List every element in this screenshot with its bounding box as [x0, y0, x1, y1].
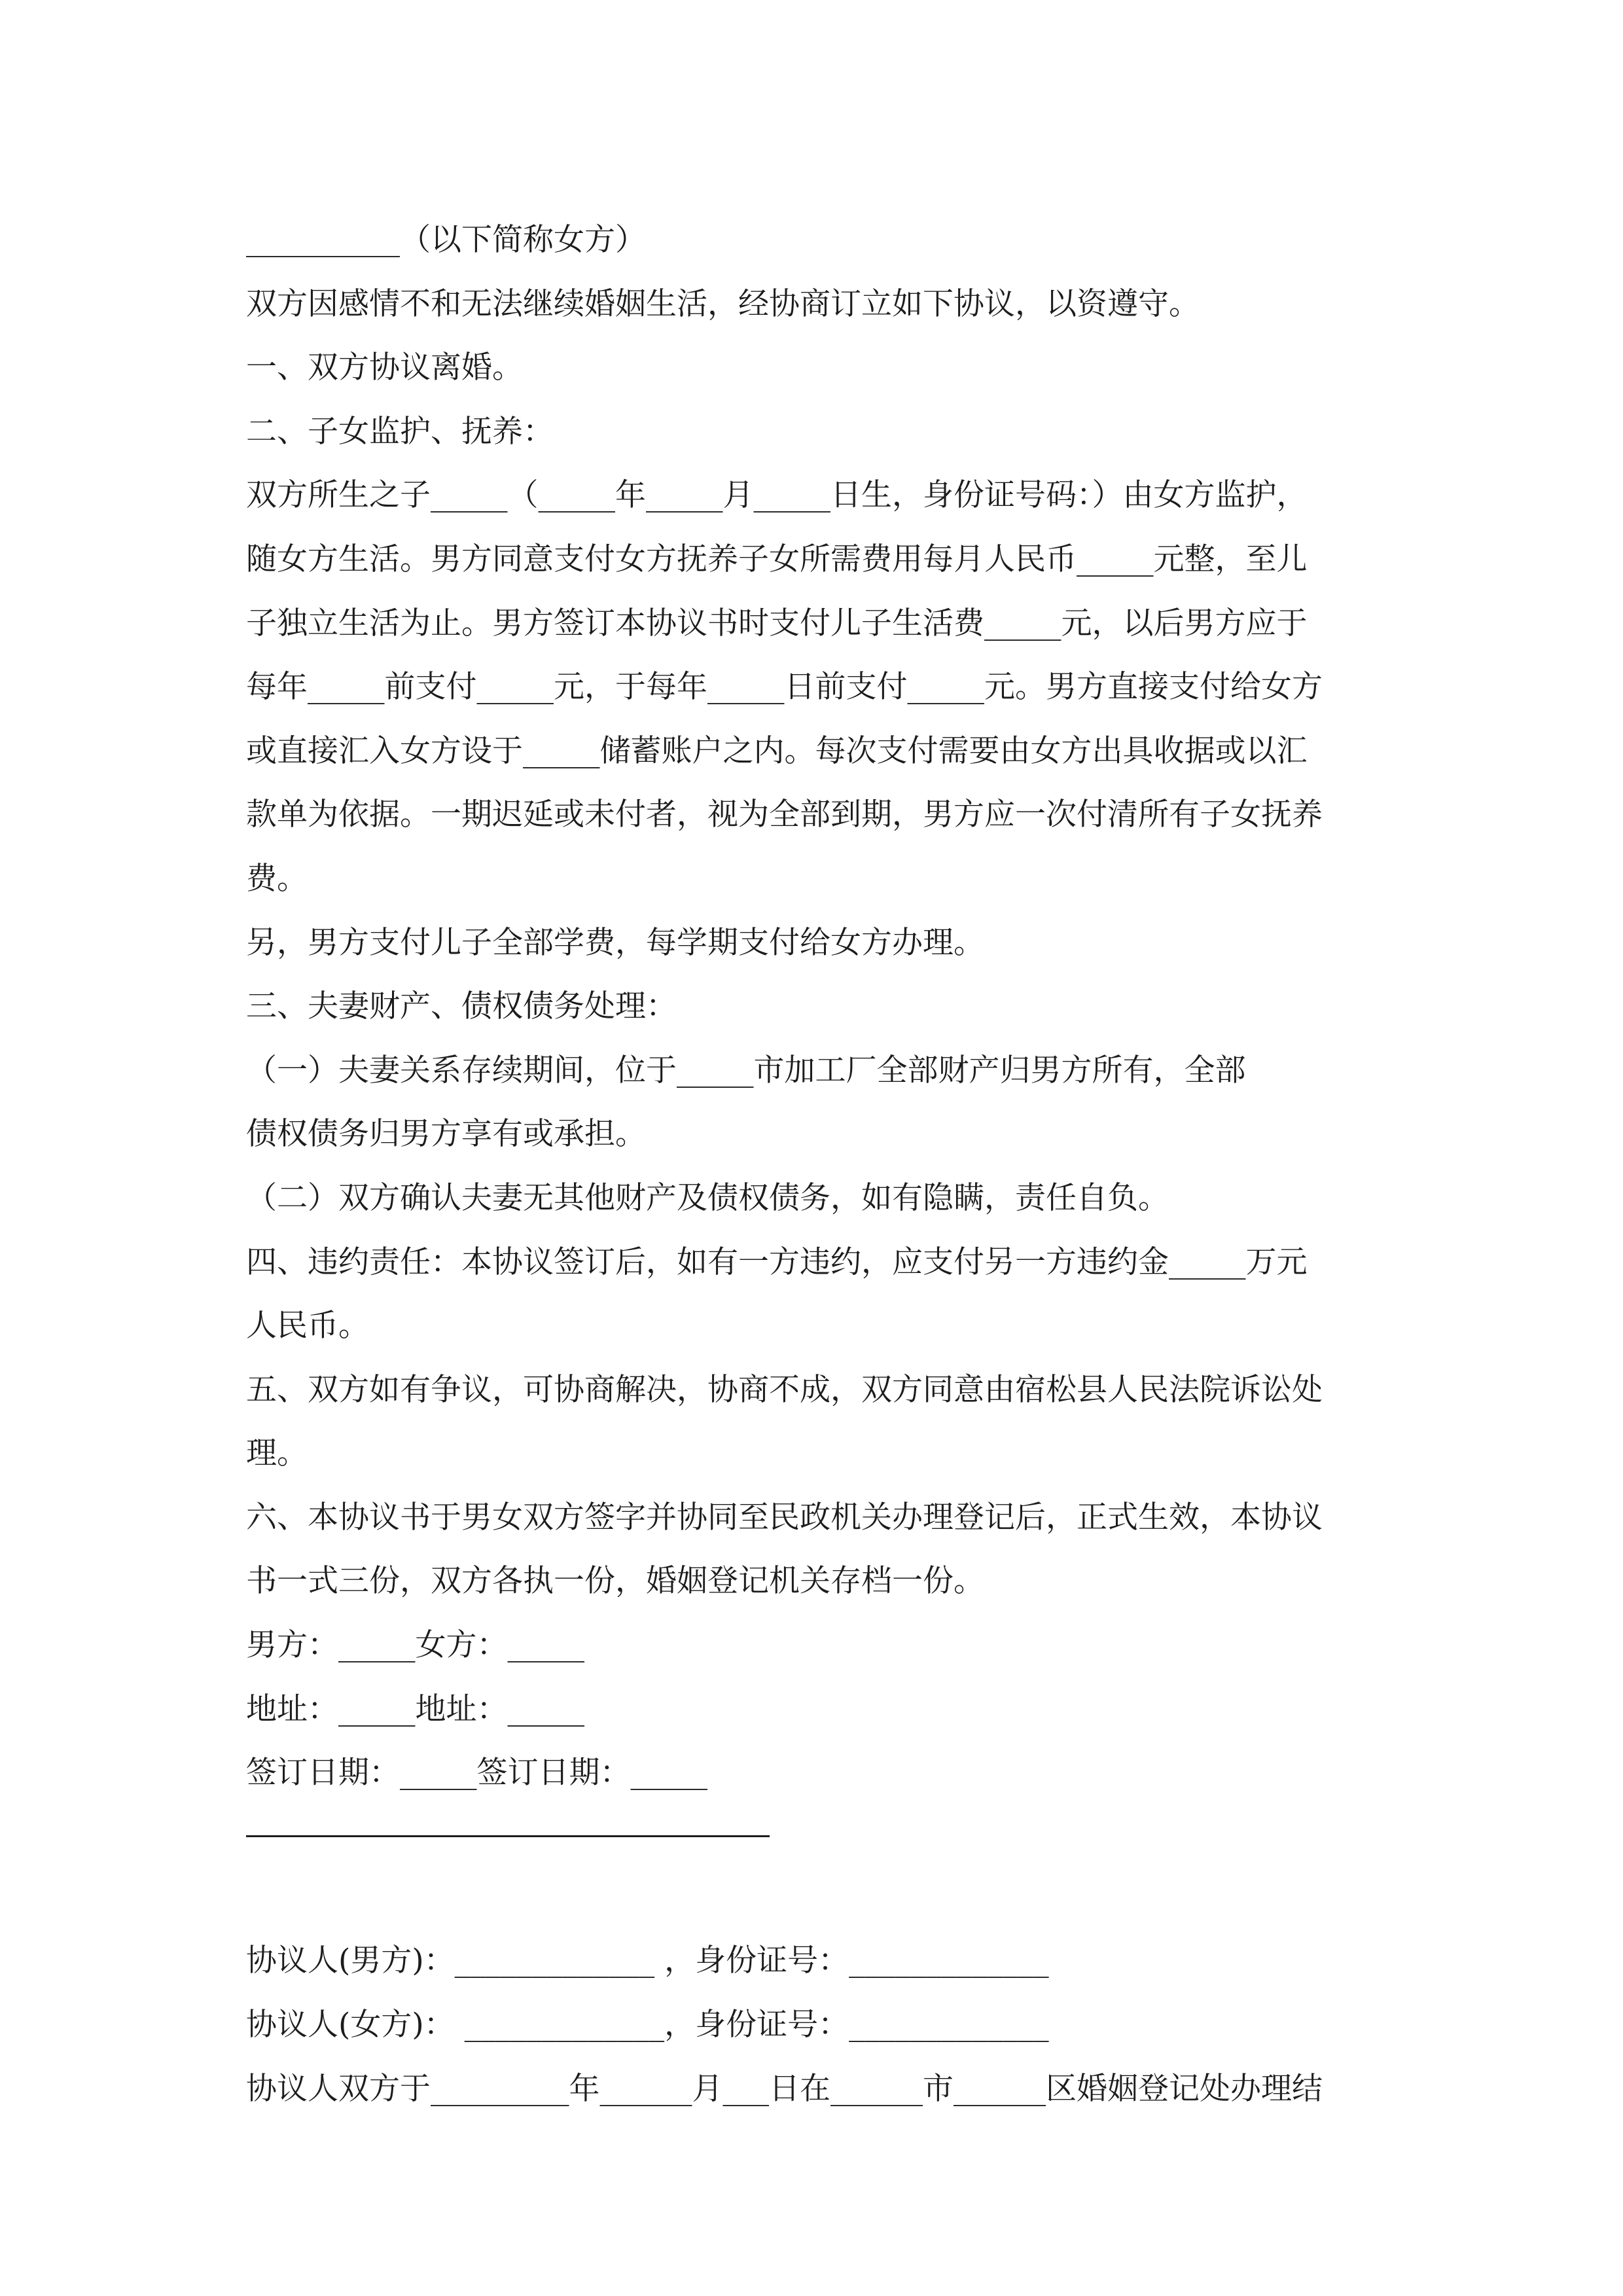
text-line: 子独立生活为止。男方签订本协议书时支付儿子生活费_____元，以后男方应于 [246, 605, 1308, 641]
section-divider [246, 1835, 770, 1837]
text-line: 款单为依据。一期迟延或未付者，视为全部到期，男方应一次付清所有子女抚养 [246, 797, 1323, 833]
text-line: 双方因感情不和无法继续婚姻生活，经协商订立如下协议，以资遵守。 [246, 285, 1200, 322]
agreement-body [246, 208, 1385, 2121]
text-line: 六、本协议书于男女双方签字并协同至民政机关办理登记后，正式生效，本协议 [246, 1499, 1323, 1535]
signature-address-line: 地址：_____地址：_____ [246, 1691, 584, 1727]
signature-names-line: 男方：_____女方：_____ [246, 1627, 584, 1664]
text-line: 一、双方协议离婚。 [246, 350, 523, 386]
text-line: 协议人(女方)： _____________，身份证号：_____________ [246, 2007, 1049, 2043]
text-line: 另，男方支付儿子全部学费，每学期支付给女方办理。 [246, 924, 984, 961]
text-line: 人民币。 [246, 1308, 369, 1344]
text-line: 书一式三份，双方各执一份，婚姻登记机关存档一份。 [246, 1563, 984, 1600]
text-line: （一）夫妻关系存续期间，位于_____市加工厂全部财产归男方所有，全部 [246, 1052, 1246, 1088]
text-line: 理。 [246, 1435, 308, 1472]
spacer [246, 1869, 1385, 1929]
text-line: 三、夫妻财产、债权债务处理： [246, 988, 677, 1025]
text-line: 或直接汇入女方设于_____储蓄账户之内。每次支付需要由女方出具收据或以汇 [246, 732, 1308, 769]
text-line: 债权债务归男方享有或承担。 [246, 1116, 646, 1153]
signature-date-line: 签订日期：_____签订日期：_____ [246, 1755, 707, 1791]
text-line: 双方所生之子_____（_____年_____月_____日生，身份证号码：）由女方监护， [246, 477, 1308, 514]
text-line: 协议人双方于_________年______月___日在______市______区婚姻登记处办理结 [246, 2070, 1323, 2107]
text-line: 五、双方如有争议，可协商解决，协商不成，双方同意由宿松县人民法院诉讼处 [246, 1371, 1323, 1408]
text-line: 费。 [246, 860, 308, 897]
text-line: 每年_____前支付_____元，于每年_____日前支付_____元。男方直接支付给女方 [246, 669, 1323, 706]
text-line: __________（以下简称女方） [246, 222, 646, 258]
text-line: （二）双方确认夫妻无其他财产及债权债务，如有隐瞒，责任自负。 [246, 1179, 1169, 1216]
section-divider-row [246, 1805, 1385, 1869]
text-line: 二、子女监护、抚养： [246, 413, 554, 450]
text-line: 随女方生活。男方同意支付女方抚养子女所需费用每月人民币_____元整，至儿 [246, 541, 1308, 577]
text-line: 四、违约责任：本协议签订后，如有一方违约，应支付另一方违约金_____万元 [246, 1244, 1308, 1280]
text-line: 协议人(男方)：_____________ ，身份证号：_____________ [246, 1943, 1049, 1979]
